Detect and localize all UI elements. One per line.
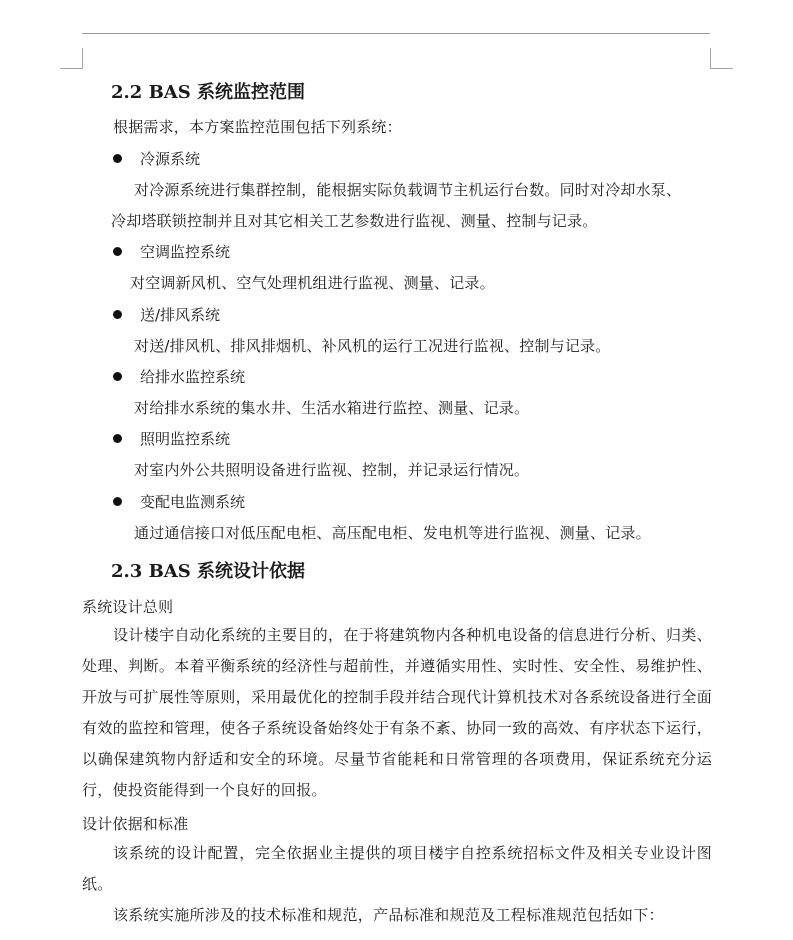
item-description: 对室内外公共照明设备进行监视、控制，并记录运行情况。 [134, 461, 530, 479]
item-description-cont: 冷却塔联锁控制并且对其它相关工艺参数进行监视、测量、控制与记录。 [111, 212, 598, 230]
paragraph-design-basis: 该系统的设计配置，完全依据业主提供的项目楼宇自控系统招标文件及相关专业设计图纸。 [82, 844, 712, 893]
list-item-label: 送/排风系统 [140, 306, 221, 324]
subheading-design-basis: 设计依据和标准 [82, 815, 189, 833]
list-item [113, 241, 230, 262]
list-item [113, 491, 245, 512]
list-item [113, 304, 220, 325]
item-description: 对送/排风机、排风排烟机、补风机的运行工况进行监视、控制与记录。 [134, 337, 611, 355]
header-rule [82, 33, 710, 34]
bullet-icon [113, 372, 122, 381]
section-heading-2-2: 2.2 BAS 系统监控范围 [111, 82, 306, 103]
list-item-label: 给排水监控系统 [140, 368, 246, 386]
list-item-label: 空调监控系统 [140, 243, 231, 261]
item-description: 对给排水系统的集水井、生活水箱进行监控、测量、记录。 [134, 399, 530, 417]
bullet-icon [113, 434, 122, 443]
list-item [113, 428, 230, 449]
bullet-icon [113, 310, 122, 319]
item-description: 通过通信接口对低压配电柜、高压配电柜、发电机等进行监视、测量、记录。 [134, 524, 651, 542]
bullet-icon [113, 154, 122, 163]
crop-mark-left [82, 48, 83, 69]
bullet-icon [113, 497, 122, 506]
list-item-label: 冷源系统 [140, 150, 201, 168]
crop-mark-left-h [60, 68, 83, 69]
item-description: 对冷源系统进行集群控制，能根据实际负载调节主机运行台数。同时对冷却水泵、 [134, 181, 682, 199]
paragraph-design-principles: 设计楼宇自动化系统的主要目的，在于将建筑物内各种机电设备的信息进行分析、归类、处理、判断。本着平衡系统的经济性与超前性，并遵循实用性、实时性、安全性、易维护性、开放与可扩展性等原则，采用最优化的控制手段并结合现代计算机技术对各系统设备进行全面有效的监控和管理，使各子系统设备始终处于有条不紊、协同一致的高效、有序状态下运行，以确保建筑物内舒适和安全的环境。尽量节省能耗和日常管理的各项费用，保证系统充分运行，使投资能得到一个良好的回报。 [82, 626, 712, 799]
paragraph-standards: 该系统实施所涉及的技术标准和规范，产品标准和规范及工程标准规范包括如下： [113, 906, 664, 924]
list-item-label: 照明监控系统 [140, 430, 231, 448]
subheading-design-principles: 系统设计总则 [82, 598, 174, 616]
crop-mark-right-h [710, 68, 733, 69]
item-description: 对空调新风机、空气处理机组进行监视、测量、记录。 [130, 274, 495, 292]
bullet-icon [113, 247, 122, 256]
intro-text: 根据需求，本方案监控范围包括下列系统： [113, 118, 402, 136]
crop-mark-right [710, 48, 711, 69]
section-heading-2-3: 2.3 BAS 系统设计依据 [111, 561, 306, 582]
list-item [113, 148, 200, 169]
list-item-label: 变配电监测系统 [140, 493, 246, 511]
list-item [113, 366, 245, 387]
